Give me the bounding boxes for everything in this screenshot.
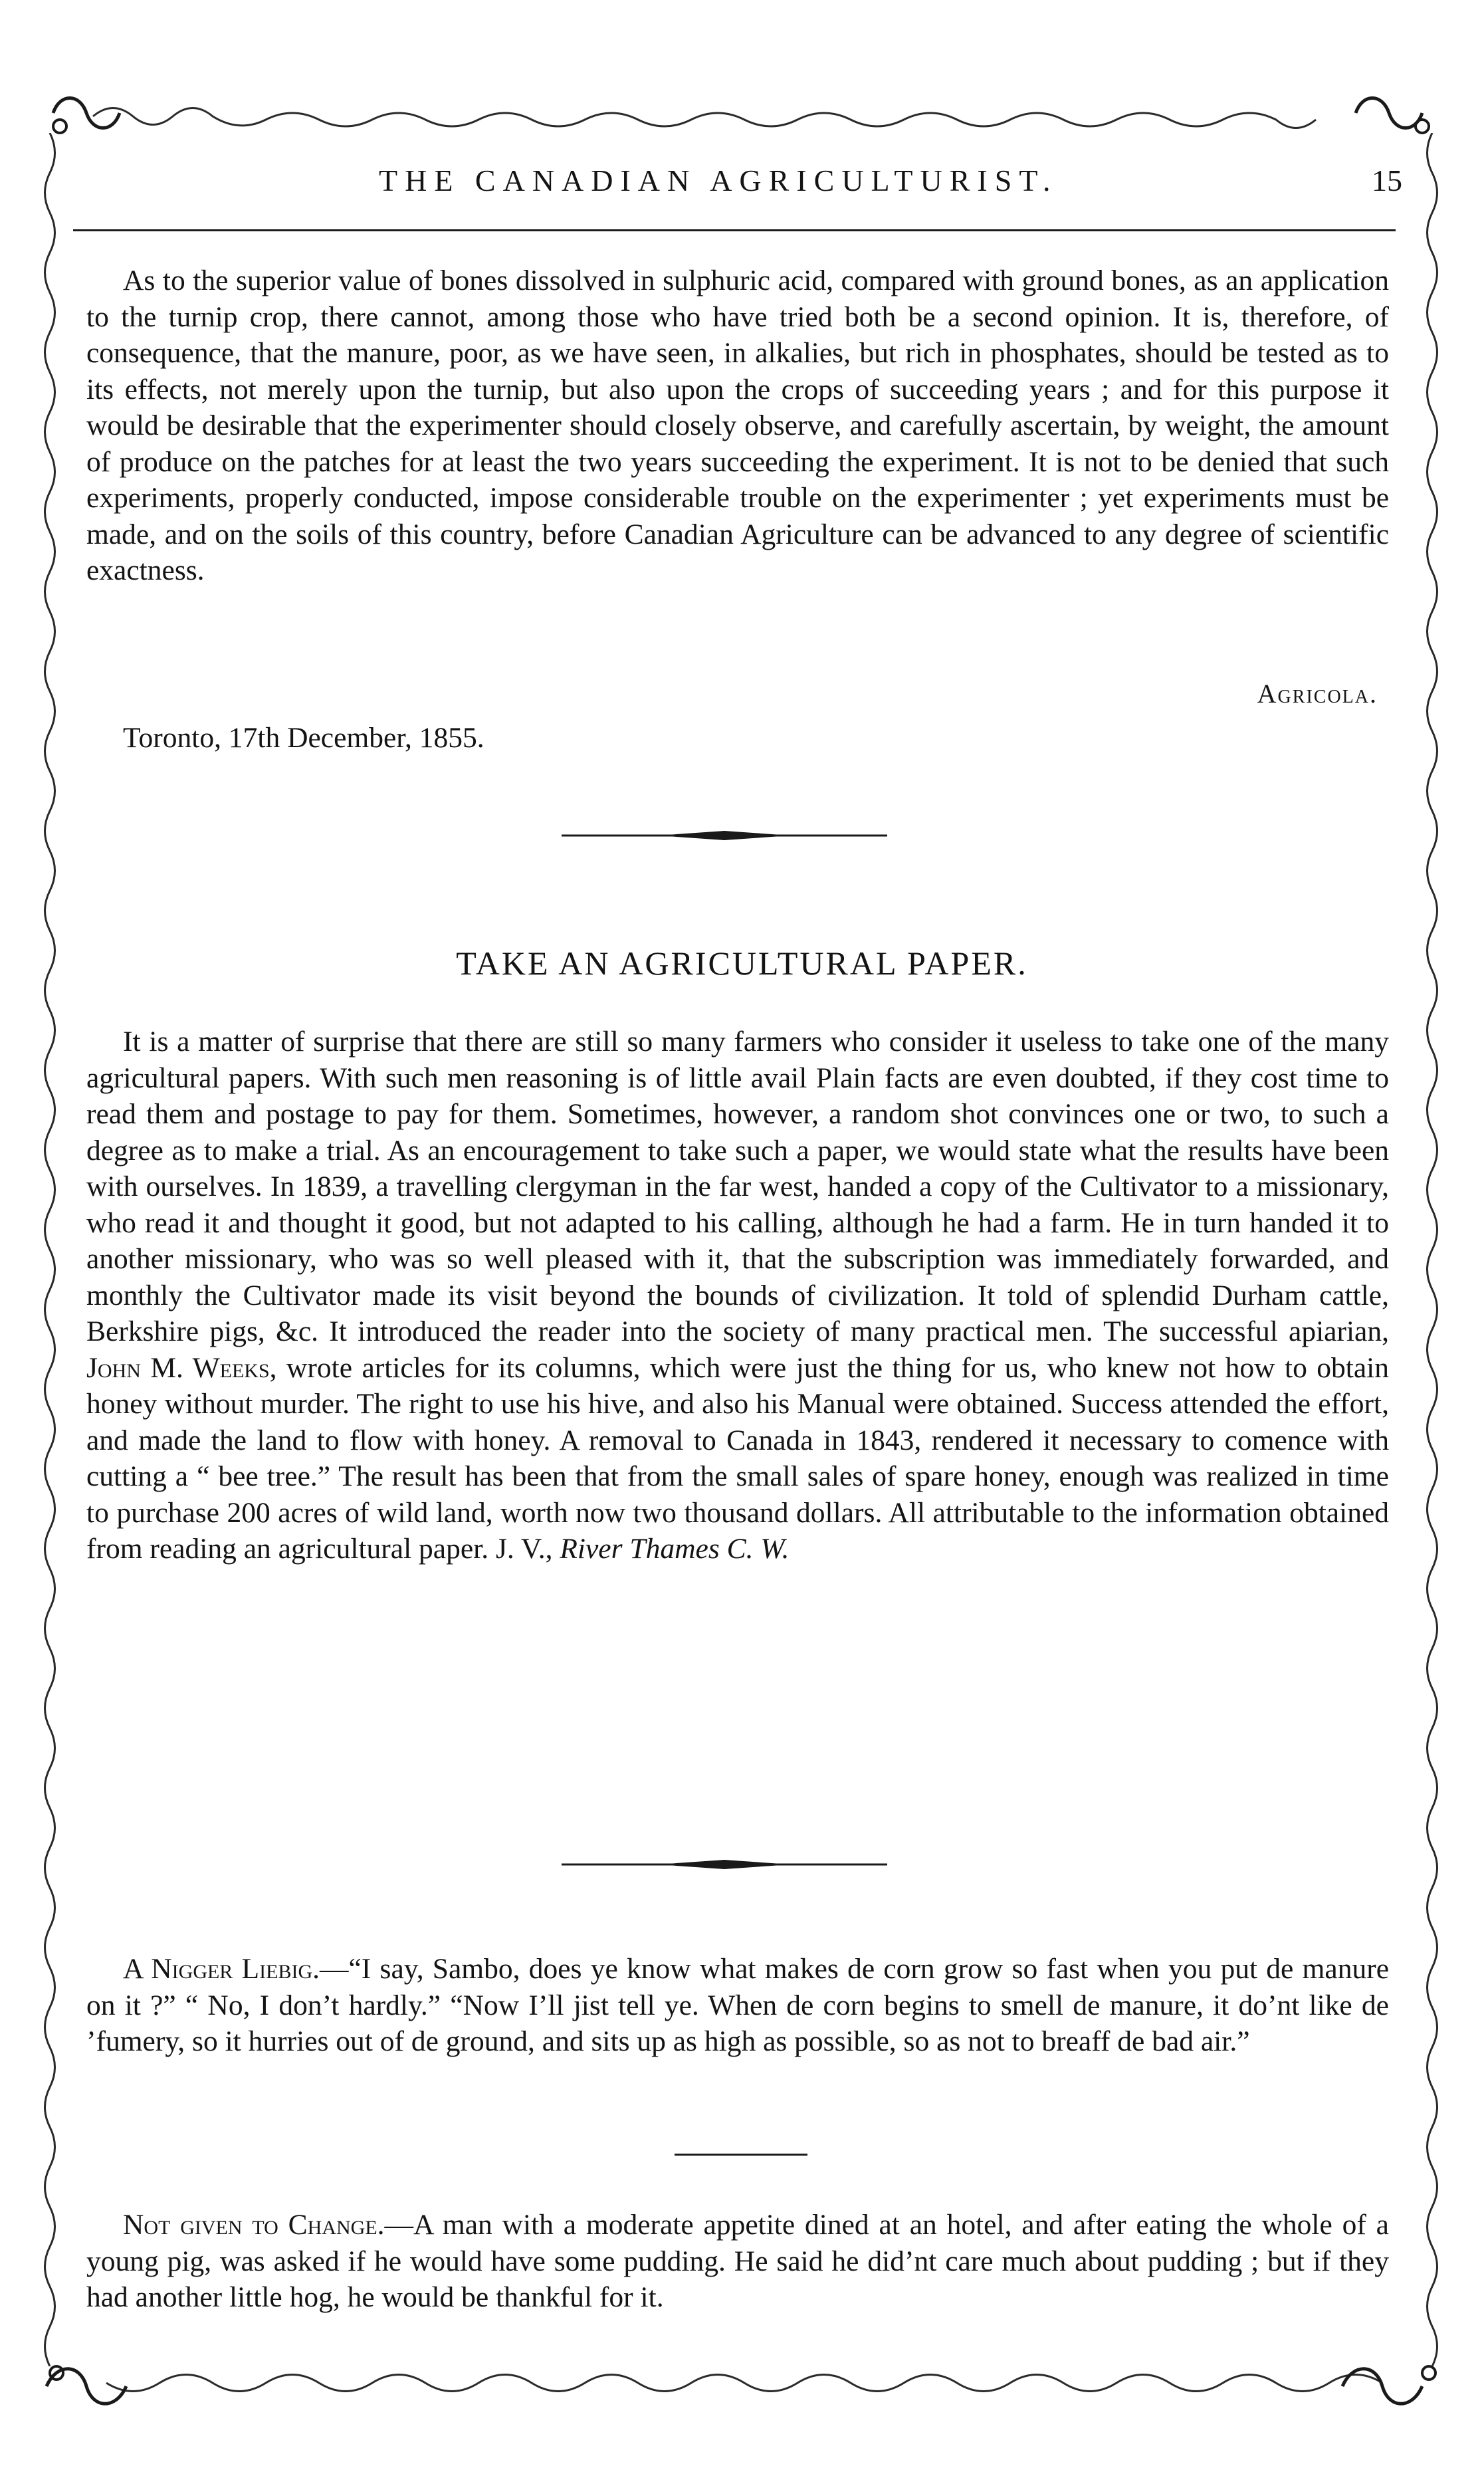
article-text-2: , wrote articles for its columns, which were just the thing for us, who knew not how to obtain honey without murder. The right to use his hive, and also his Manual were obtained. Success attended the effort, and made the land to flow with honey. A removal to Canada in 1843, rendered it necessary to comence with cutting a “ bee tree.” The result has been that from the small sales of spare honey, enough was realized in time to purchase 200 acres of wild land, worth now two thousand dollars. All attributable to the information obtained from reading an agricultural paper.: [86, 1351, 1390, 1565]
short-divider-rule: [675, 2154, 807, 2156]
article-signature-initials: J. V.,: [496, 1533, 553, 1565]
anecdote-2-heading: Not given to Change.: [123, 2209, 385, 2241]
top-border-ornament: [40, 86, 1442, 146]
publication-title: THE CANADIAN AGRICULTURIST.: [379, 164, 1058, 197]
anecdote-1-heading: A Nigger Liebig.: [123, 1953, 320, 1985]
anecdote-2-text: —A man with a moderate appetite dined at an hotel, and after eating the whole of a young pig, was asked if he would have some pudding. He said he did’nt care much about pudding ; but if they had another little hog, he would be thankful for it.: [86, 2209, 1389, 2313]
page-number: 15: [1372, 164, 1402, 197]
anecdote-1-text: —“I say, Sambo, does ye know what makes de corn grow so fast when you put de manure on it ?” “ No, I don’t hardly.” “Now I’ll jist tell ye. When de corn begins to smell de manure, it do’nt like de ’fumery, so it hurries out of de ground, and sits up as high as possible, so as not to breaff de bad air.”: [86, 1953, 1389, 2057]
anecdote-1: [86, 1951, 1389, 2060]
letter-signature: Agricola.: [1257, 679, 1378, 709]
letter-dateline: Toronto, 17th December, 1855.: [123, 722, 484, 754]
running-head: [80, 163, 1402, 216]
left-border-ornament: [37, 133, 63, 2366]
anecdote-2: [86, 2207, 1389, 2316]
article-text-1: It is a matter of surprise that there are still so many farmers who consider it useless to take one of the many agricultural papers. With such men reasoning is of little avail Plain facts are even doubted, if they cost time to read them and postage to pay for them. Sometimes, however, a random shot convinces one or two, to such a degree as to make a trial. As an encouragement to take such a paper, we would state what the results have been with ourselves. In 1839, a travelling clergyman in the far west, handed a copy of the Cultivator to a missionary, who read it and thought it good, but not adapted to his calling, although he had a farm. He in turn handed it to another missionary, who was so well pleased with it, that the subscription was immediately forwarded, and monthly the Cultivator made its visit beyond the bounds of civilization. It told of splendid Durham cattle, Berkshire pigs, &c. It introduced the reader into the society of many practical men. The successful apiarian,: [86, 1026, 1389, 1347]
article-body: [86, 1024, 1389, 1567]
right-border-ornament: [1419, 133, 1445, 2366]
letter-paragraph: As to the superior value of bones dissolved in sulphuric acid, compared with ground bones, as an application to the turnip crop, there cannot, among those who have tried both be a second opinion. It is, therefore, of consequence, that the manure, poor, as we have seen, in alkalies, but rich in phosphates, should be tested as to its effects, not merely upon the turnip, but also upon the crops of succeeding years ; and for this purpose it would be desirable that the experimenter should closely observe, and carefully ascertain, by weight, the amount of produce on the patches for at least the two years succeeding the experiment. It is not to be denied that such experiments, properly conducted, impose considerable trouble on the experimenter ; yet experiments must be made, and on the soils of this country, before Canadian Agriculture can be advanced to any degree of scientific exactness.: [86, 265, 1389, 586]
section-divider-ornament: [558, 828, 891, 843]
bottom-border-ornament: [40, 2353, 1442, 2413]
section-divider-ornament-2: [558, 1856, 891, 1872]
article-title: TAKE AN AGRICULTURAL PAPER.: [456, 945, 1028, 982]
article-signature-place: River Thames C. W.: [560, 1533, 790, 1565]
article-named-apiarian: John M. Weeks: [86, 1351, 270, 1384]
header-rule: [73, 229, 1396, 231]
